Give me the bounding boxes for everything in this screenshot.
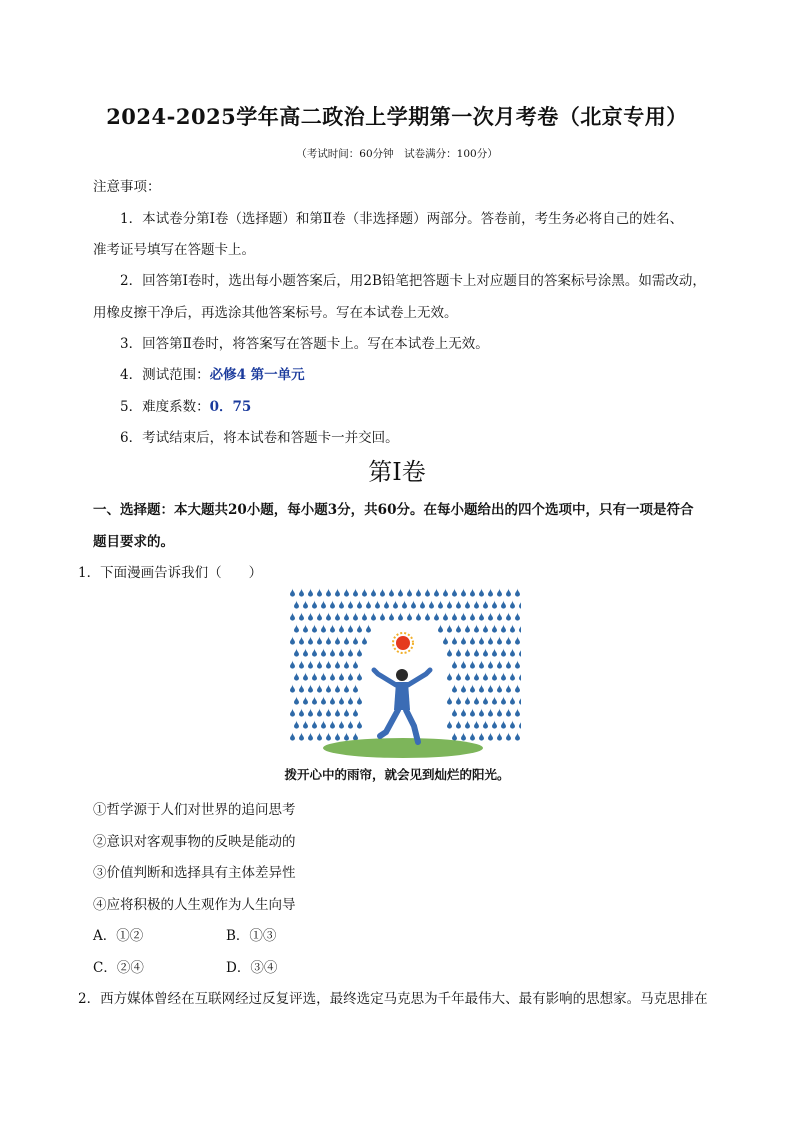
note-5 <box>120 395 251 415</box>
section-intro-a: 一、选择题：本大题共20小题，每小题3分，共60分。在每小题给出的四个选项中，只有一项是符合 <box>93 502 694 518</box>
note-3: 3．回答第Ⅱ卷时，将答案写在答题卡上。写在本试卷上无效。 <box>120 336 489 352</box>
q1-statement-3: ③价值判断和选择具有主体差异性 <box>93 865 296 881</box>
notes-heading: 注意事项： <box>93 179 161 195</box>
note-5-value: 0．75 <box>209 399 252 415</box>
note-4-label: 4．测试范围： <box>120 367 210 383</box>
q1-stem: 1．下面漫画告诉我们（ ） <box>78 565 263 581</box>
note-2a: 2．回答第Ⅰ卷时，选出每小题答案后，用2B铅笔把答题卡上对应题目的答案标号涂黑。如需改动， <box>120 273 706 289</box>
grass-patch <box>323 738 483 758</box>
section-title: 第Ⅰ卷 <box>368 458 426 486</box>
q1-option-c[interactable]: C．②④ <box>93 960 144 976</box>
note-1a: 1．本试卷分第Ⅰ卷（选择题）和第Ⅱ卷（非选择题）两部分。答卷前，考生务必将自己的姓名、 <box>120 211 684 227</box>
note-5-label: 5．难度系数： <box>120 399 210 415</box>
section-intro-b: 题目要求的。 <box>93 534 174 550</box>
q1-statement-2: ②意识对客观事物的反映是能动的 <box>93 834 296 850</box>
q1-option-a[interactable]: A．①② <box>93 928 144 944</box>
note-6: 6．考试结束后，将本试卷和答题卡一并交回。 <box>120 430 399 446</box>
note-4 <box>120 363 305 383</box>
page-title: 2024-2025学年高二政治上学期第一次月考卷（北京专用） <box>106 104 688 129</box>
note-2b: 用橡皮擦干净后，再选涂其他答案标号。写在本试卷上无效。 <box>93 305 458 321</box>
note-4-value: 必修4 第一单元 <box>209 367 305 383</box>
note-1b: 准考证号填写在答题卡上。 <box>93 242 255 258</box>
q1-option-d[interactable]: D．③④ <box>226 960 278 976</box>
cartoon-image <box>286 586 521 758</box>
exam-info: （考试时间：60分钟 试卷满分：100分） <box>296 148 498 160</box>
q1-statement-4: ④应将积极的人生观作为人生向导 <box>93 897 296 913</box>
q1-option-b[interactable]: B．①③ <box>226 928 277 944</box>
q2-stem: 2．西方媒体曾经在互联网经过反复评选，最终选定马克思为千年最伟大、最有影响的思想家。马克思排在 <box>78 991 708 1007</box>
q1-statement-1: ①哲学源于人们对世界的追问思考 <box>93 802 296 818</box>
cartoon-caption: 拨开心中的雨帘，就会见到灿烂的阳光。 <box>284 767 510 782</box>
